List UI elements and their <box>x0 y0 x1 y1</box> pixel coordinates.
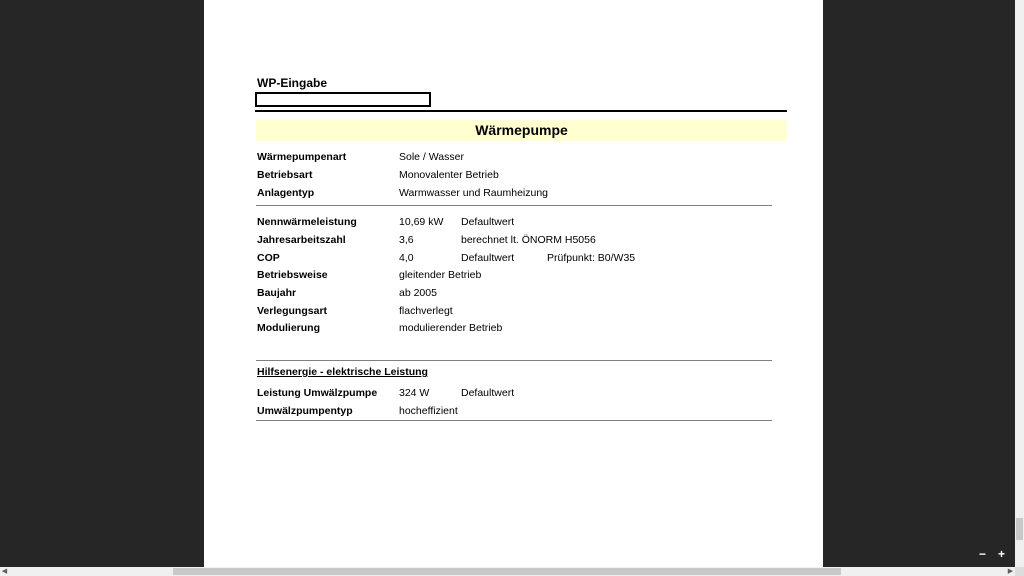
row-label: Umwälzpumpentyp <box>257 405 353 417</box>
row-value: flachverlegt <box>399 305 453 317</box>
zoom-in-button[interactable]: + <box>998 547 1006 561</box>
row-label: Betriebsart <box>257 169 313 181</box>
row-note: Defaultwert <box>461 387 515 399</box>
row-value: Sole / Wasser <box>399 151 464 163</box>
divider <box>256 205 772 206</box>
row-label: Betriebsweise <box>257 269 328 281</box>
horizontal-scroll-thumb[interactable] <box>173 568 841 575</box>
zoom-out-button[interactable]: − <box>979 547 987 561</box>
row-label: Modulierung <box>257 322 320 334</box>
row-label: Leistung Umwälzpumpe <box>257 387 378 399</box>
scrollbar-corner <box>1015 567 1024 576</box>
row-label: COP <box>257 252 280 264</box>
divider <box>256 360 772 361</box>
title-divider <box>255 110 787 112</box>
horizontal-scrollbar[interactable] <box>0 567 1015 576</box>
row-label: Jahresarbeitszahl <box>257 234 346 246</box>
divider <box>256 420 772 421</box>
row-value: modulierender Betrieb <box>399 322 503 334</box>
section-heading-hilfsenergie: Hilfsenergie - elektrische Leistung <box>257 366 428 378</box>
document-title: WP-Eingabe <box>257 76 328 90</box>
scroll-left-icon[interactable]: ◀ <box>1 568 8 575</box>
vertical-scroll-thumb[interactable] <box>1016 518 1023 540</box>
row-value: Warmwasser und Raumheizung <box>399 187 549 199</box>
row-value: gleitender Betrieb <box>399 269 482 281</box>
row-extra: Prüfpunkt: B0/W35 <box>547 252 636 264</box>
scroll-right-icon[interactable]: ▶ <box>1007 568 1014 575</box>
row-value: 10,69 kW <box>399 216 444 228</box>
document-page <box>204 0 823 567</box>
title-input-box <box>255 92 431 107</box>
row-value: hocheffizient <box>399 405 458 417</box>
row-note: Defaultwert <box>461 252 515 264</box>
row-note: berechnet lt. ÖNORM H5056 <box>461 234 596 246</box>
row-value: Monovalenter Betrieb <box>399 169 499 181</box>
row-label: Nennwärmeleistung <box>257 216 357 228</box>
row-value: ab 2005 <box>399 287 437 299</box>
row-value: 3,6 <box>399 234 414 246</box>
row-label: Verlegungsart <box>257 305 328 317</box>
row-note: Defaultwert <box>461 216 515 228</box>
row-value: 4,0 <box>399 252 414 264</box>
vertical-scrollbar[interactable] <box>1015 0 1024 567</box>
row-label: Anlagentyp <box>257 187 315 199</box>
section-banner: Wärmepumpe <box>256 120 787 141</box>
row-label: Baujahr <box>257 287 297 299</box>
row-label: Wärmepumpenart <box>257 151 347 163</box>
row-value: 324 W <box>399 387 430 399</box>
